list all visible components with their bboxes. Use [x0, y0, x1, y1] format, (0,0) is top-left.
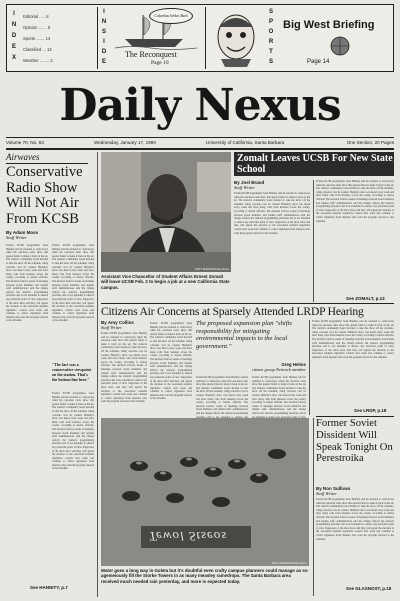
dissident-rule: [316, 416, 394, 417]
zomalt-caption: Assistant Vice Chancellor of Student Affairs Ernest Zomalt will leave UCSB Feb. 2 to begin a job at a new California State campus.: [101, 274, 230, 290]
airwaves-pull-quote: "The fact was a conservative viewpoint on the station. That's the bottom line here.": [52, 362, 91, 382]
zomalt-photo[interactable]: [101, 152, 231, 272]
masthead-rule-bottom: [6, 148, 394, 150]
lrdp-pull-quote: The proposed expansion plan "shifts responsibility for mitigating environmental impacts to the local government.": [196, 320, 292, 350]
zomalt-headline[interactable]: Zomalt Leaves UCSB For New State School: [237, 153, 393, 175]
lrdp-body: Former KCSB programmer Sean Hannity said he returned to controversy when his one-hour radio show this quarter failed to make it back on the air. The station's community board decided to take the show off the schedule, citing concerns over its content. Hannity's show was heard every week and drew many calls from listeners across the county, according to station officials. The decision follows weeks of meetings between board members and student staff. Administrators said the change reflects the station's programming priorities and is not intended to silence any particular point of view. Supporters of the show have said they will appeal the decision to the associated students legislative council next week and continue to collect signatures from listeners who want the program restored to the schedule.: [101, 332, 147, 404]
section-count: One Section, 20 Pages: [346, 140, 394, 145]
column-divider: [313, 180, 314, 302]
lrdp-rule: [101, 303, 394, 304]
inside-title[interactable]: The Reconquest: [125, 50, 177, 59]
index-line[interactable]: Opinion ....... 9: [23, 25, 51, 30]
airwaves-jump[interactable]: See HANNITY, p.7: [30, 585, 68, 590]
airwaves-byline: By Adam Moss Staff Writer: [6, 230, 39, 240]
column-divider: [97, 152, 98, 597]
airwaves-body: Former KCSB programmer Sean Hannity said he returned to controversy when his one-hour radio show this quarter failed to make it back on the air. The station's community board decided to take the show off the schedule, citing concerns over its content. Hannity's show was heard every week and drew many calls from listeners across the county, according to station officials. The decision follows weeks of meetings between board members and student staff. Administrators said the change reflects the station's programming priorities and is not intended to silence any particular point of view. Supporters of the show have said they will appeal the decision to the associated students legislative council next week and continue to collect signatures from listeners who want the program restored to the schedule.: [52, 244, 94, 323]
zomalt-jump[interactable]: See ZOMALT, p.13: [346, 296, 385, 301]
index-line[interactable]: Sports ....... 14: [23, 36, 51, 41]
reflected-sign-text: Tewol Stseos: [149, 529, 228, 544]
inside-illustration[interactable]: [111, 7, 201, 51]
issue-date: Wednesday, January 17, 1990: [94, 140, 156, 145]
lrdp-body: Former KCSB programmer Sean Hannity said he returned to controversy when his one-hour radio show this quarter failed to make it back on the air. The station's community board decided to take the show off the schedule, citing concerns over its content. Hannity's show was heard every week and drew many calls from listeners across the county, according to station officials. The decision follows weeks of meetings between board members and student staff. Administrators said the change reflects the station's programming priorities and is not intended to silence any particular point of view. Supporters of the show have said they will appeal the decision to the associated students legislative council next week and continue to collect signatures from listeners who want the program restored to the schedule.: [150, 322, 192, 401]
dissident-headline[interactable]: Former Soviet Dissident Will Speak Tonight On Perestroika: [316, 418, 393, 465]
zomalt-body: Former KCSB programmer Sean Hannity said he returned to controversy when his one-hour radio show this quarter failed to make it back on the air. The station's community board decided to take the show off the schedule, citing concerns over its content. Hannity's show was heard every week and drew many calls from listeners across the county, according to station officials. The decision follows weeks of meetings between board members and student staff. Administrators said the change reflects the station's programming priorities and is not intended to silence any particular point of view. Supporters of the show have said they will appeal the decision to the associated students legislative council next week and continue to collect signatures from listeners who want the program restored to the schedule.: [316, 180, 394, 223]
airwaves-body: Former KCSB programmer Sean Hannity said he returned to controversy when his one-hour radio show this quarter failed to make it back on the air. The station's community board decided to take the show off the schedule, citing concerns over its content. Hannity's show was heard every week and drew many calls from listeners across the county, according to station officials. The decision follows weeks of meetings between board members and student staff. Administrators said the change reflects the station's programming priorities and is not intended to silence any particular point of view. Supporters of the show have said they will appeal the decision to the associated students legislative council next week and continue to collect signatures from listeners who want the program restored to the schedule.: [52, 392, 94, 471]
masthead-dateline: [6, 139, 394, 147]
lrdp-quote-source: Greg Helms citizen group Network member: [251, 362, 306, 372]
sports-illustration: [325, 35, 355, 57]
index-line[interactable]: Classified ... 13: [23, 47, 52, 52]
lrdp-body: Former KCSB programmer Sean Hannity said he returned to controversy when his one-hour radio show this quarter failed to make it back on the air. The station's community board decided to take the show off the schedule, citing concerns over its content. Hannity's show was heard every week and drew many calls from listeners across the county, according to station officials. The decision follows weeks of meetings between board members and student staff. Administrators said the change reflects the station's programming priorities and is: [252, 376, 306, 415]
index-list: [23, 11, 93, 66]
inside-page: Page 10: [151, 60, 169, 66]
basketball-icon: [325, 35, 355, 57]
portrait-photo-icon: [101, 152, 231, 272]
masthead-rule-top: [6, 137, 394, 138]
index-letters: I N D E X: [11, 11, 17, 61]
masthead-title: Daily Nexus: [59, 80, 341, 131]
lrdp-headline[interactable]: Citizens Air Concerns at Sparsely Attended LRDP Hearing: [101, 305, 364, 318]
dissident-jump[interactable]: See GLASNOST, p.18: [346, 586, 392, 591]
sports-title[interactable]: Big West Briefing: [283, 19, 375, 31]
university-name: University of California, Santa Barbara: [206, 140, 285, 145]
index-line[interactable]: Weather ........ 2: [23, 58, 53, 63]
rain-photo[interactable]: [101, 418, 309, 566]
lrdp-byline: By Amy Collins Staff Writer: [101, 320, 134, 330]
zomalt-photo-credit: MATT BURRISH/Daily Nexus: [195, 268, 229, 271]
sports-letters: S P O R T S: [268, 9, 274, 65]
caricature-face-icon: [207, 7, 265, 69]
airwaves-body: Former KCSB programmer Sean Hannity said he returned to controversy when his one-hour radio show this quarter failed to make it back on the air. The station's community board decided to take the show off the schedule, citing concerns over its content. Hannity's show was heard every week and drew many calls from listeners across the county, according to station officials. The decision follows weeks of meetings between board members and student staff. Administrators said the change reflects the station's programming priorities and is not intended to silence any particular point of view. Supporters of the show have said they will appeal the decision to the associated students legislative council next week and continue to collect signatures from listeners who want the program restored to the schedule.: [6, 244, 48, 323]
promo-strip: [6, 4, 394, 72]
airwaves-kicker: Airwaves: [6, 152, 40, 162]
promo-divider: [97, 7, 98, 69]
zomalt-body: Former KCSB programmer Sean Hannity said he returned to controversy when his one-hour radio show this quarter failed to make it back on the air. The station's community board decided to take the show off the schedule, citing concerns over its content. Hannity's show was heard every week and drew many calls from listeners across the county, according to station officials. The decision follows weeks of meetings between board members and student staff. Administrators said the change reflects the station's programming priorities and is not intended to silence any particular point of view. Supporters of the show have said they will appeal the decision to the associated students legislative council next week and continue to collect signatures from listeners who want the program restored to the schedule.: [234, 192, 310, 235]
inside-letters: I N S I D E: [101, 9, 107, 65]
rain-photo-caption: Water goes a long way in Goleta but it's doubtful even crafty campus planners could manage an ex-agemeiously fill the Storke Towers in as many measley rainedrops. The Santa Barbara area received much needed rain yesterday, and more is expected today.: [101, 568, 309, 584]
lrdp-body: Former KCSB programmer Sean Hannity said he returned to controversy when his one-hour radio show this quarter failed to make it back on the air. The station's community board decided to take the show off the schedule, citing concerns over its content. Hannity's show was heard every week and drew many calls from listeners across the county, according to station officials. The decision follows weeks of meetings between board members and student staff. Administrators said the change reflects the station's programming priorities and is not intended to silence any particular point of view. Supporters of the show have said they will appeal the decision to the associated students legislative council next week and continue to collect signatures from listeners who want the program restored to the schedule.: [312, 320, 394, 359]
volume-number: Volume 70, No. 63: [6, 140, 44, 145]
sports-page: Page 14: [307, 59, 330, 65]
dissident-byline: By Ron Sullivan Staff Writer: [316, 486, 351, 496]
zomalt-byline: By Joel Brand Staff Writer: [234, 180, 265, 190]
index-line[interactable]: Editorial ..... 8: [23, 14, 49, 19]
caricature-illustration: [207, 7, 265, 69]
rain-photo-credit: JEFF GREENING/Daily Nexus: [271, 562, 307, 565]
column-divider: [309, 320, 310, 415]
dissident-body: Former KCSB programmer Sean Hannity said he returned to controversy when his one-hour radio show this quarter failed to make it back on the air. The station's community board decided to take the show off the schedule, citing concerns over its content. Hannity's show was heard every week and drew many calls from listeners across the county, according to station officials. The decision follows weeks of meetings between board members and student staff. Administrators said the change reflects the station's programming priorities and is not intended to silence any particular point of view. Supporters of the show have said they will appeal the decision to the associated students legislative council next week and continue to collect signatures from listeners who want the program restored to the schedule.: [316, 498, 394, 541]
columbus-sticker: Columbus Strikes Back: [149, 8, 193, 24]
promo-divider: [205, 7, 206, 69]
index-box: [9, 7, 95, 69]
column-divider: [313, 418, 314, 596]
lrdp-body: Former KCSB programmer Sean Hannity said he returned to controversy when his one-hour radio show this quarter failed to make it back on the air. The station's community board decided to take the show off the schedule, citing concerns over its content. Hannity's show was heard every week and drew many calls from listeners across the county, according to station officials. The decision follows weeks of meetings between board members and student staff. Administrators said the change reflects the station's programming: [196, 376, 248, 415]
airwaves-headline[interactable]: Conservative Radio Show Will Not Air From KCSB: [6, 164, 83, 227]
lrdp-jump[interactable]: See LRDP, p.18: [354, 408, 387, 413]
